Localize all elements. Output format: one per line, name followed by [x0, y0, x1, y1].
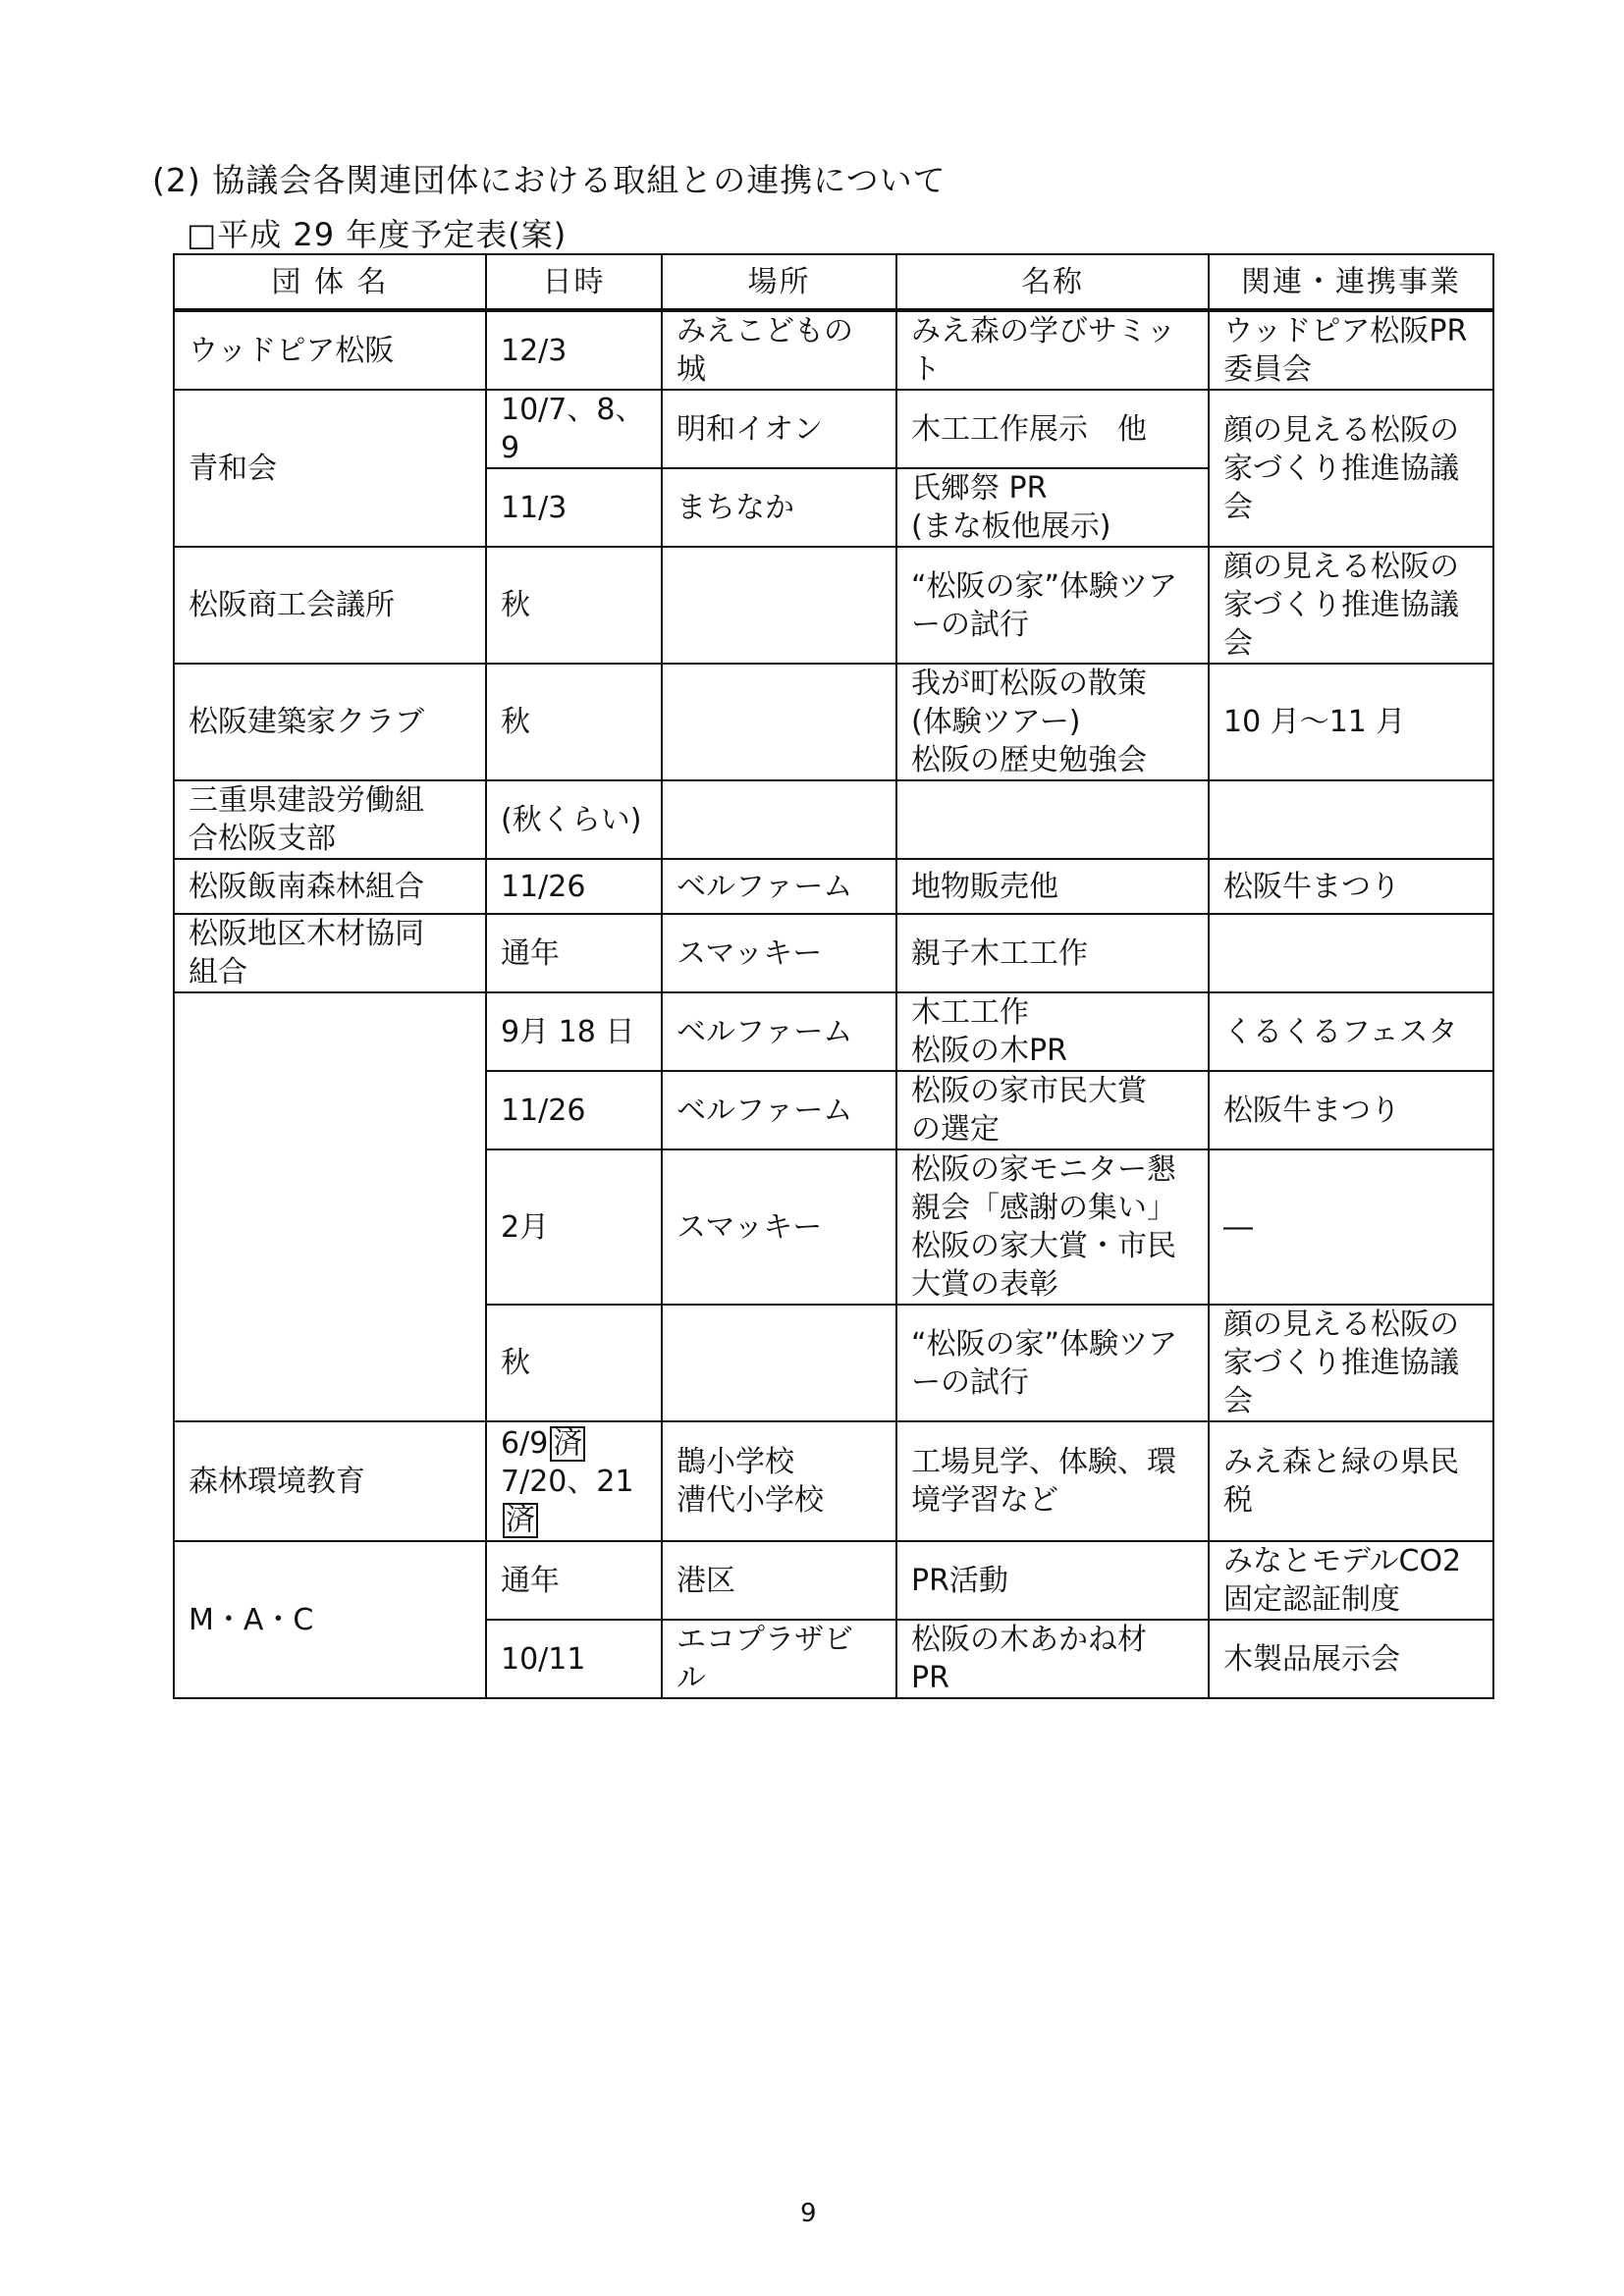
cell-date: (秋くらい) [486, 780, 662, 859]
cell-related: ― [1209, 1149, 1493, 1305]
cell-org: ウッドピア松阪 [174, 310, 486, 390]
cell-name: 木工工作展示 他 [896, 390, 1209, 468]
date-text: 6/9 [501, 1425, 549, 1461]
cell-related: 松阪牛まつり [1209, 859, 1493, 914]
cell-related: 松阪牛まつり [1209, 1071, 1493, 1149]
cell-place: 鵲小学校 漕代小学校 [662, 1421, 896, 1541]
cell-related: みなとモデルCO2 固定認証制度 [1209, 1541, 1493, 1620]
cell-related: みえ森と緑の県民 税 [1209, 1421, 1493, 1541]
cell-date: 秋 [486, 664, 662, 780]
completed-mark: 済 [550, 1426, 585, 1462]
header-name: 名称 [896, 254, 1209, 310]
cell-place: まちなか [662, 468, 896, 547]
cell-date: 秋 [486, 547, 662, 664]
cell-date: 11/3 [486, 468, 662, 547]
table-row [174, 664, 1493, 780]
cell-date: 9月 18 日 [486, 992, 662, 1071]
table-row [174, 1421, 1493, 1541]
cell-org: 森林環境教育 [174, 1421, 486, 1541]
section-heading: (2) 協議会各関連団体における取組との連携について [152, 161, 947, 199]
cell-place: ベルファーム [662, 859, 896, 914]
cell-name: 松阪の家モニター懇 親会「感謝の集い」 松阪の家大賞・市民 大賞の表彰 [896, 1149, 1209, 1305]
cell-name [896, 780, 1209, 859]
cell-name: 我が町松阪の散策 (体験ツアー) 松阪の歴史勉強会 [896, 664, 1209, 780]
table-row [174, 859, 1493, 914]
cell-place: エコプラザビル [662, 1620, 896, 1698]
cell-related: 顔の見える松阪の 家づくり推進協議 会 [1209, 1305, 1493, 1421]
cell-org: 松阪飯南森林組合 [174, 859, 486, 914]
cell-name: 工場見学、体験、環 境学習など [896, 1421, 1209, 1541]
cell-related: ウッドピア松阪PR 委員会 [1209, 310, 1493, 390]
table-header-row [174, 254, 1493, 310]
cell-name: 地物販売他 [896, 859, 1209, 914]
cell-name: PR活動 [896, 1541, 1209, 1620]
cell-date: 11/26 [486, 1071, 662, 1149]
completed-mark: 済 [503, 1503, 538, 1538]
cell-name: “松阪の家”体験ツア ーの試行 [896, 547, 1209, 664]
cell-place: 明和イオン [662, 390, 896, 468]
page-number: 9 [800, 2199, 817, 2228]
cell-place: みえこどもの城 [662, 310, 896, 390]
table-row [174, 992, 1493, 1071]
cell-place [662, 547, 896, 664]
header-org: 団 体 名 [174, 254, 486, 310]
cell-date: 2月 [486, 1149, 662, 1305]
cell-place [662, 780, 896, 859]
cell-place [662, 1305, 896, 1421]
cell-org: 松阪建築家クラブ [174, 664, 486, 780]
header-place: 場所 [662, 254, 896, 310]
cell-org: 松阪地区木材協同 組合 [174, 914, 486, 992]
cell-name: “松阪の家”体験ツア ーの試行 [896, 1305, 1209, 1421]
table-row [174, 390, 1493, 468]
cell-place: ベルファーム [662, 992, 896, 1071]
table-row [174, 547, 1493, 664]
cell-related: 顔の見える松阪の 家づくり推進協議 会 [1209, 547, 1493, 664]
cell-date [486, 1421, 662, 1541]
cell-date: 12/3 [486, 310, 662, 390]
cell-related: 10 月～11 月 [1209, 664, 1493, 780]
cell-related: 木製品展示会 [1209, 1620, 1493, 1698]
table-row [174, 780, 1493, 859]
cell-org: 三重県建設労働組 合松阪支部 [174, 780, 486, 859]
cell-name: みえ森の学びサミット [896, 310, 1209, 390]
cell-place: スマッキー [662, 1149, 896, 1305]
cell-name: 氏郷祭 PR (まな板他展示) [896, 468, 1209, 547]
cell-org [174, 992, 486, 1421]
cell-name: 松阪の木あかね材 PR [896, 1620, 1209, 1698]
date-text: 7/20、21 [501, 1464, 634, 1499]
cell-org: 松阪商工会議所 [174, 547, 486, 664]
cell-place: 港区 [662, 1541, 896, 1620]
cell-name: 親子木工工作 [896, 914, 1209, 992]
cell-date: 通年 [486, 1541, 662, 1620]
cell-related: 顔の見える松阪の 家づくり推進協議 会 [1209, 390, 1493, 547]
header-date: 日時 [486, 254, 662, 310]
cell-date: 通年 [486, 914, 662, 992]
header-related: 関連・連携事業 [1209, 254, 1493, 310]
cell-org: M・A・C [174, 1541, 486, 1698]
table-row [174, 914, 1493, 992]
table-caption: □平成 29 年度予定表(案) [187, 216, 568, 253]
cell-date: 秋 [486, 1305, 662, 1421]
cell-place: ベルファーム [662, 1071, 896, 1149]
cell-name: 松阪の家市民大賞 の選定 [896, 1071, 1209, 1149]
cell-org: 青和会 [174, 390, 486, 547]
table-row [174, 310, 1493, 390]
cell-place: スマッキー [662, 914, 896, 992]
cell-name: 木工工作 松阪の木PR [896, 992, 1209, 1071]
cell-related [1209, 780, 1493, 859]
cell-related: くるくるフェスタ [1209, 992, 1493, 1071]
cell-date: 11/26 [486, 859, 662, 914]
cell-place [662, 664, 896, 780]
cell-date: 10/7、8、9 [486, 390, 662, 468]
cell-related [1209, 914, 1493, 992]
cell-date: 10/11 [486, 1620, 662, 1698]
schedule-table [173, 253, 1494, 1699]
table-row [174, 1541, 1493, 1620]
